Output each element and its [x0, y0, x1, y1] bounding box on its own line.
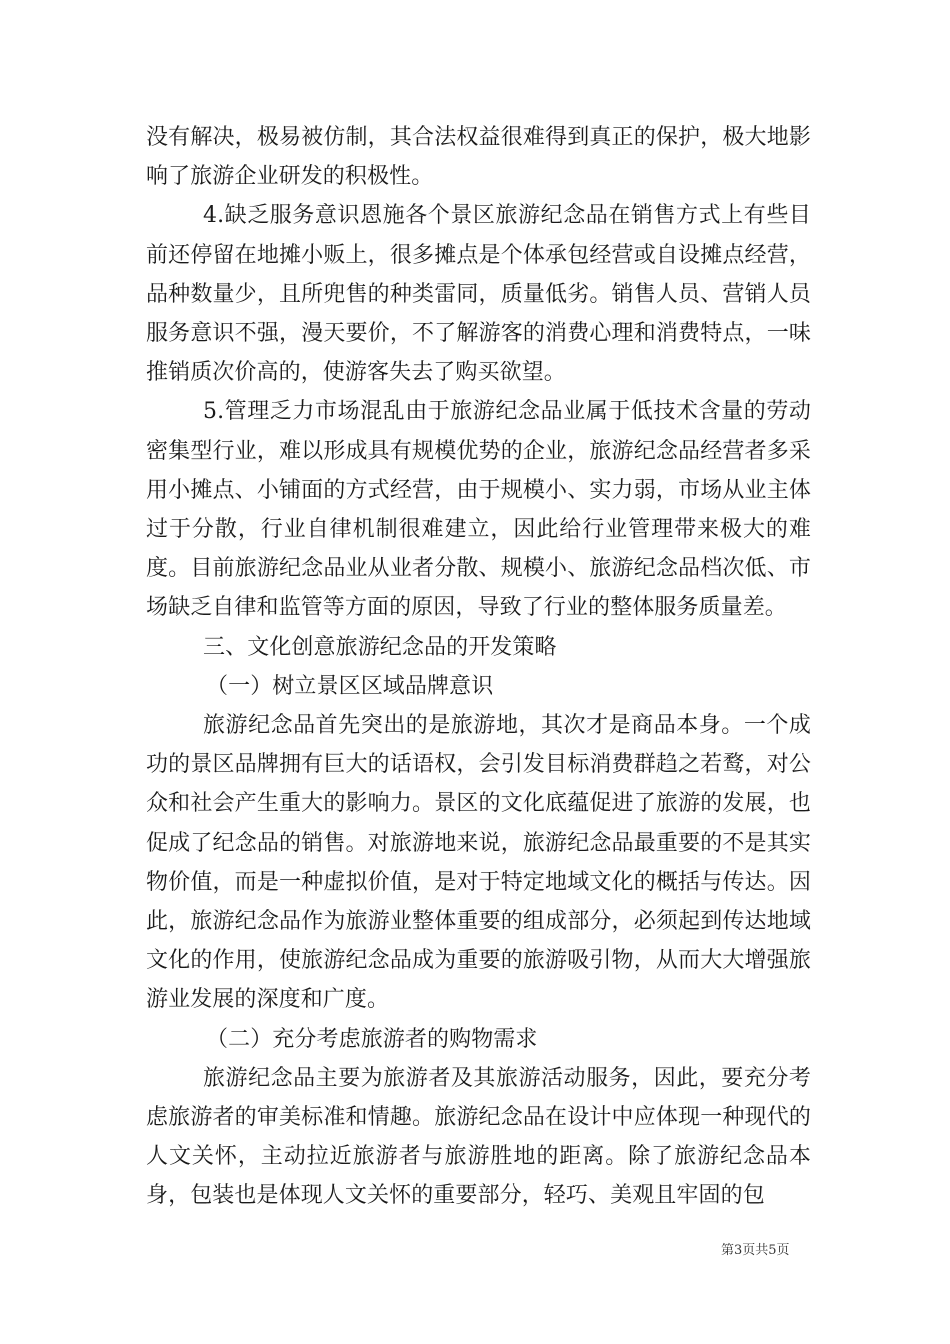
paragraph-service-awareness: 4.缺乏服务意识恩施各个景区旅游纪念品在销售方式上有些目前还停留在地摊小贩上，很多摊点是个体承包经营或自设摊点经营，品种数量少，且所兜售的种类雷同，质量低劣。销售人员、营销人员服务意识不强，漫天要价，不了解游客的消费心理和消费特点，一味推销质次价高的，使游客失去了购买欲望。	[146, 203, 811, 386]
page-number-footer: 第3页共5页	[721, 1243, 790, 1258]
paragraph-market-management: 5.管理乏力市场混乱由于旅游纪念品业属于低技术含量的劳动密集型行业，难以形成具有规模优势的企业，旅游纪念品经营者多采用小摊点、小铺面的方式经营，由于规模小、实力弱，市场从业主体过于分散，行业自律机制很难建立，因此给行业管理带来极大的难度。目前旅游纪念品业从业者分散、规模小、旅游纪念品档次低、市场缺乏自律和监管等方面的原因，导致了行业的整体服务质量差。	[146, 399, 811, 621]
paragraph-brand-awareness: 旅游纪念品首先突出的是旅游地，其次才是商品本身。一个成功的景区品牌拥有巨大的话语权，会引发目标消费群趋之若鹜，对公众和社会产生重大的影响力。景区的文化底蕴促进了旅游的发展，也促成了纪念品的销售。对旅游地来说，旅游纪念品最重要的不是其实物价值，而是一种虚拟价值，是对于特定地域文化的概括与传达。因此，旅游纪念品作为旅游业整体重要的组成部分，必须起到传达地域文化的作用，使旅游纪念品成为重要的旅游吸引物，从而大大增强旅游业发展的深度和广度。	[146, 713, 811, 1013]
subsection-heading-shopping-needs: （二）充分考虑旅游者的购物需求	[206, 1026, 538, 1052]
paragraph-continuation: 没有解决，极易被仿制，其合法权益很难得到真正的保护，极大地影响了旅游企业研发的积极性。	[146, 125, 811, 190]
document-body	[146, 118, 811, 1216]
section-heading-development-strategy: 三、文化创意旅游纪念品的开发策略	[203, 634, 557, 660]
paragraph-shopping-needs: 旅游纪念品主要为旅游者及其旅游活动服务，因此，要充分考虑旅游者的审美标准和情趣。旅游纪念品在设计中应体现一种现代的人文关怀，主动拉近旅游者与旅游胜地的距离。除了旅游纪念品本身，包装也是体现人文关怀的重要部分，轻巧、美观且牢固的包	[146, 1065, 811, 1209]
subsection-heading-brand-awareness: （一）树立景区区域品牌意识	[206, 673, 494, 699]
